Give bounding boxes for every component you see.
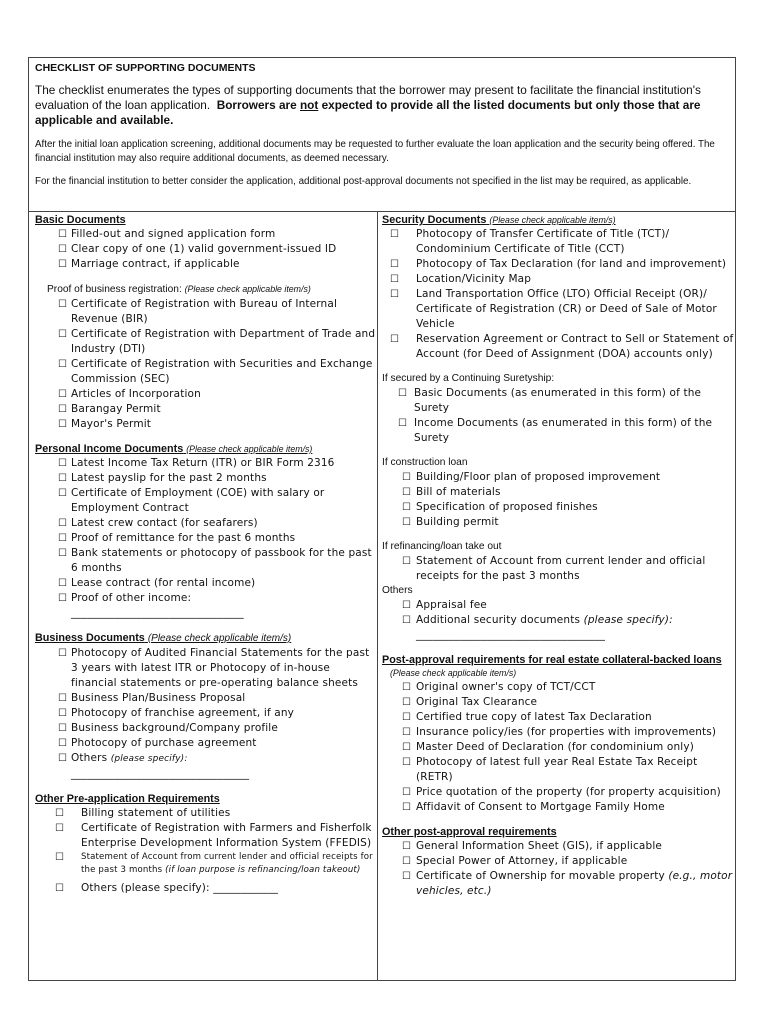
list-item[interactable]: ☐ Proof of other income: ________________________________ xyxy=(35,591,377,621)
intro-paragraph xyxy=(35,83,729,128)
construction-loan-list xyxy=(382,470,735,530)
business-others-blank[interactable]: _________________________________ xyxy=(71,768,250,780)
document-header xyxy=(29,58,735,212)
checkbox-icon[interactable]: ☐ xyxy=(390,289,400,300)
page-title: CHECKLIST OF SUPPORTING DOCUMENTS xyxy=(35,62,256,74)
list-item[interactable]: ☐ Price quotation of the property (for property acquisition) xyxy=(402,786,721,798)
checkbox-icon[interactable]: ☐ xyxy=(58,244,68,255)
list-item[interactable]: ☐ Affidavit of Consent to Mortgage Family Home xyxy=(402,801,665,813)
refinancing-list xyxy=(382,554,735,584)
list-item[interactable]: ☐ Photocopy of latest full year Real Estate Tax Receipt (RETR) xyxy=(402,756,698,783)
checkbox-icon[interactable]: ☐ xyxy=(55,852,65,863)
checkbox-icon[interactable]: ☐ xyxy=(402,712,412,723)
checkbox-icon[interactable]: ☐ xyxy=(402,841,412,852)
proof-business-list xyxy=(35,297,377,432)
checkbox-icon[interactable]: ☐ xyxy=(390,259,400,270)
checkbox-icon[interactable]: ☐ xyxy=(58,548,68,559)
intro-bold-1: Borrowers are xyxy=(216,98,297,112)
list-item[interactable]: ☐ Marriage contract, if applicable xyxy=(58,258,240,270)
list-item[interactable]: ☐ Latest crew contact (for seafarers) xyxy=(58,517,258,529)
checkbox-icon[interactable]: ☐ xyxy=(58,578,68,589)
list-item[interactable]: ☐ Mayor's Permit xyxy=(58,418,152,430)
others-list xyxy=(382,598,735,643)
checkbox-icon[interactable]: ☐ xyxy=(58,593,68,604)
others-label: Others xyxy=(382,585,413,596)
list-item[interactable]: ☐ Statement of Account from current lender and official receipts for the past 3 months (if loan purpose is refinancing/loan takeout) xyxy=(55,852,373,875)
checkbox-icon[interactable]: ☐ xyxy=(402,697,412,708)
additional-security-blank[interactable]: ___________________________________ xyxy=(416,629,605,641)
list-item[interactable]: ☐ Certificate of Registration with Securities and Exchange Commission (SEC) xyxy=(58,358,373,385)
list-item[interactable]: ☐ Additional security documents (please specify): ___________________________________ xyxy=(382,613,735,643)
list-item[interactable]: ☐ Certificate of Registration with Farmers and Fisherfolk Enterprise Development Information System (FFEDIS) xyxy=(55,822,372,849)
list-item[interactable]: ☐ Barangay Permit xyxy=(58,403,161,415)
checkbox-icon[interactable]: ☐ xyxy=(402,727,412,738)
checkbox-icon[interactable]: ☐ xyxy=(402,871,412,882)
list-item[interactable]: ☐ Billing statement of utilities xyxy=(55,807,231,819)
checkbox-icon[interactable]: ☐ xyxy=(402,682,412,693)
list-item[interactable]: ☐ Latest payslip for the past 2 months xyxy=(58,472,267,484)
checkbox-icon[interactable]: ☐ xyxy=(58,229,68,240)
checkbox-icon[interactable]: ☐ xyxy=(58,458,68,469)
list-item[interactable]: ☐ General Information Sheet (GIS), if applicable xyxy=(402,840,662,852)
other-post-approval-list xyxy=(382,839,735,899)
checkbox-icon[interactable]: ☐ xyxy=(402,502,412,513)
checkbox-icon[interactable]: ☐ xyxy=(402,472,412,483)
list-item[interactable]: ☐ Certificate of Registration with Department of Trade and Industry (DTI) xyxy=(58,328,376,355)
post-approval-paragraph: For the financial institution to better consider the application, additional post-approval documents not specified in the list may be required, as applicable. xyxy=(35,176,692,187)
list-item[interactable]: ☐ Basic Documents (as enumerated in this form) of the Surety xyxy=(398,387,702,414)
list-item[interactable]: ☐ Specification of proposed finishes xyxy=(402,501,598,513)
list-item[interactable]: ☐ Statement of Account from current lender and official receipts for the past 3 months xyxy=(402,555,706,582)
checkbox-icon[interactable]: ☐ xyxy=(390,229,400,240)
security-documents-list xyxy=(382,227,735,362)
checkbox-icon[interactable]: ☐ xyxy=(58,404,68,415)
checkbox-icon[interactable]: ☐ xyxy=(55,823,65,834)
list-item[interactable]: ☐ Building/Floor plan of proposed improvement xyxy=(402,471,661,483)
left-column xyxy=(29,212,378,980)
checkbox-icon[interactable]: ☐ xyxy=(55,808,65,819)
list-item[interactable]: ☐ Photocopy of purchase agreement xyxy=(58,737,257,749)
checkbox-icon[interactable]: ☐ xyxy=(58,533,68,544)
list-item[interactable]: ☐ Clear copy of one (1) valid government-issued ID xyxy=(58,243,337,255)
checkbox-icon[interactable]: ☐ xyxy=(402,742,412,753)
other-pre-application-heading: Other Pre-application Requirements xyxy=(35,793,220,805)
screening-paragraph: After the initial loan application screening, additional documents may be requested to further evaluate the loan application and the security being offered. The financial institution may also require additional documents, as deemed necessary. xyxy=(35,139,715,164)
list-item[interactable]: ☐ Bank statements or photocopy of passbook for the past 6 months xyxy=(58,547,372,574)
list-item[interactable]: ☐ Photocopy of Transfer Certificate of Title (TCT)/ Condominium Certificate of Title (CCT) xyxy=(390,228,670,255)
list-item[interactable]: ☐ Photocopy of Tax Declaration (for land and improvement) xyxy=(390,258,727,270)
refinancing-label: If refinancing/loan take out xyxy=(382,541,502,552)
list-item[interactable]: ☐ Certificate of Employment (COE) with salary or Employment Contract xyxy=(58,487,325,514)
checkbox-icon[interactable]: ☐ xyxy=(402,802,412,813)
checkbox-icon[interactable]: ☐ xyxy=(58,738,68,749)
list-item[interactable]: ☐ Land Transportation Office (LTO) Official Receipt (OR)/ Certificate of Registration (CR) or Deed of Sale of Motor Vehicle xyxy=(390,288,717,330)
checklist-document xyxy=(28,57,736,981)
checkbox-icon[interactable]: ☐ xyxy=(402,757,412,768)
checkbox-icon[interactable]: ☐ xyxy=(402,517,412,528)
other-income-blank[interactable]: ________________________________ xyxy=(71,607,244,619)
business-documents-list xyxy=(35,646,377,782)
checkbox-icon[interactable]: ☐ xyxy=(58,518,68,529)
right-column xyxy=(378,212,735,980)
checkbox-icon[interactable]: ☐ xyxy=(390,274,400,285)
checkbox-icon[interactable]: ☐ xyxy=(58,488,68,499)
construction-loan-label: If construction loan xyxy=(382,457,468,468)
checkbox-icon[interactable]: ☐ xyxy=(58,473,68,484)
checkbox-icon[interactable]: ☐ xyxy=(402,556,412,567)
checkbox-icon[interactable]: ☐ xyxy=(58,648,68,659)
list-item[interactable]: ☐ Certified true copy of latest Tax Declaration xyxy=(402,711,652,723)
list-item[interactable]: ☐ Certificate of Registration with Bureau of Internal Revenue (BIR) xyxy=(58,298,338,325)
list-item[interactable]: ☐ Others (please specify): _________________________________ xyxy=(35,751,377,782)
checkbox-icon[interactable]: ☐ xyxy=(402,600,412,611)
list-item[interactable]: ☐ Location/Vicinity Map xyxy=(390,273,532,285)
checkbox-icon[interactable]: ☐ xyxy=(58,329,68,340)
checkbox-icon[interactable]: ☐ xyxy=(402,487,412,498)
list-item[interactable]: ☐ Filled-out and signed application form xyxy=(58,228,276,240)
checkbox-icon[interactable]: ☐ xyxy=(58,693,68,704)
checkbox-icon[interactable]: ☐ xyxy=(58,419,68,430)
list-item[interactable]: ☐ Insurance policy/ies (for properties with improvements) xyxy=(402,726,717,738)
intro-text: The checklist enumerates the types of supporting documents that the borrower may present to facilitate the financial institution's evaluation of the loan application. xyxy=(35,83,701,112)
checkbox-icon[interactable]: ☐ xyxy=(58,753,68,764)
intro-bold-2: expected to provide all the listed documents but only those that are applicable and available. xyxy=(35,98,701,127)
suretyship-list xyxy=(382,386,735,446)
list-item[interactable]: ☐ Original Tax Clearance xyxy=(402,696,538,708)
basic-documents-list xyxy=(35,227,377,272)
personal-income-list xyxy=(35,456,377,621)
business-documents-heading: Business Documents (Please check applicable item/s) xyxy=(35,632,292,644)
proof-business-label: Proof of business registration: (Please check applicable item/s) xyxy=(47,284,311,295)
checkbox-icon[interactable]: ☐ xyxy=(402,615,412,626)
post-approval-real-estate-list xyxy=(382,680,735,815)
list-item[interactable]: ☐ Photocopy of franchise agreement, if any xyxy=(58,707,295,719)
checkbox-icon[interactable]: ☐ xyxy=(58,359,68,370)
checkbox-icon[interactable]: ☐ xyxy=(58,259,68,270)
checkbox-icon[interactable]: ☐ xyxy=(58,389,68,400)
list-item[interactable]: ☐ Lease contract (for rental income) xyxy=(58,577,256,589)
list-item[interactable]: ☐ Certificate of Ownership for movable property (e.g., motor vehicles, etc.) xyxy=(402,870,733,897)
list-item[interactable]: ☐ Business background/Company profile xyxy=(58,722,278,734)
list-item[interactable]: ☐ Special Power of Attorney, if applicable xyxy=(402,855,628,867)
checkbox-icon[interactable]: ☐ xyxy=(58,299,68,310)
list-item[interactable]: ☐ Building permit xyxy=(402,516,499,528)
list-item[interactable]: ☐ Original owner's copy of TCT/CCT xyxy=(402,681,596,693)
checkbox-icon[interactable]: ☐ xyxy=(402,856,412,867)
list-item[interactable]: ☐ Reservation Agreement or Contract to Sell or Statement of Account (for Deed of Assignment (DOA) accounts only) xyxy=(390,333,734,360)
list-item[interactable]: ☐ Proof of remittance for the past 6 months xyxy=(58,532,296,544)
personal-income-heading: Personal Income Documents (Please check applicable item/s) xyxy=(35,443,313,455)
checkbox-icon[interactable]: ☐ xyxy=(58,723,68,734)
list-item[interactable]: ☐ Income Documents (as enumerated in this form) of the Surety xyxy=(398,417,713,444)
list-item[interactable]: ☐ Photocopy of Audited Financial Statements for the past 3 years with latest ITR or Photocopy of in-house financial statements or pre-operating balance sheets xyxy=(58,647,370,689)
checkbox-icon[interactable]: ☐ xyxy=(398,388,408,399)
list-item[interactable]: ☐ Bill of materials xyxy=(402,486,501,498)
post-approval-real-estate-heading: Post-approval requirements for real estate collateral-backed loans xyxy=(382,654,722,666)
checkbox-icon[interactable]: ☐ xyxy=(390,334,400,345)
list-item[interactable]: ☐ Latest Income Tax Return (ITR) or BIR Form 2316 xyxy=(58,457,335,469)
intro-bold-not: not xyxy=(299,98,319,112)
list-item[interactable]: ☐ Appraisal fee xyxy=(402,599,487,611)
list-item[interactable]: ☐ Articles of Incorporation xyxy=(58,388,201,400)
security-documents-heading: Security Documents (Please check applicable item/s) xyxy=(382,214,616,226)
list-item[interactable]: ☐ Master Deed of Declaration (for condominium only) xyxy=(402,741,694,753)
list-item[interactable]: ☐ Others (please specify): ____________ xyxy=(55,882,278,894)
checkbox-icon[interactable]: ☐ xyxy=(402,787,412,798)
checkbox-icon[interactable]: ☐ xyxy=(398,418,408,429)
list-item[interactable]: ☐ Business Plan/Business Proposal xyxy=(58,692,246,704)
post-approval-note: (Please check applicable item/s) xyxy=(390,668,517,678)
other-post-approval-heading: Other post-approval requirements xyxy=(382,826,557,838)
other-pre-application-list xyxy=(35,806,377,896)
basic-documents-heading: Basic Documents xyxy=(35,214,126,226)
checkbox-icon[interactable]: ☐ xyxy=(58,708,68,719)
checkbox-icon[interactable]: ☐ xyxy=(55,883,65,894)
suretyship-label: If secured by a Continuing Suretyship: xyxy=(382,373,555,384)
